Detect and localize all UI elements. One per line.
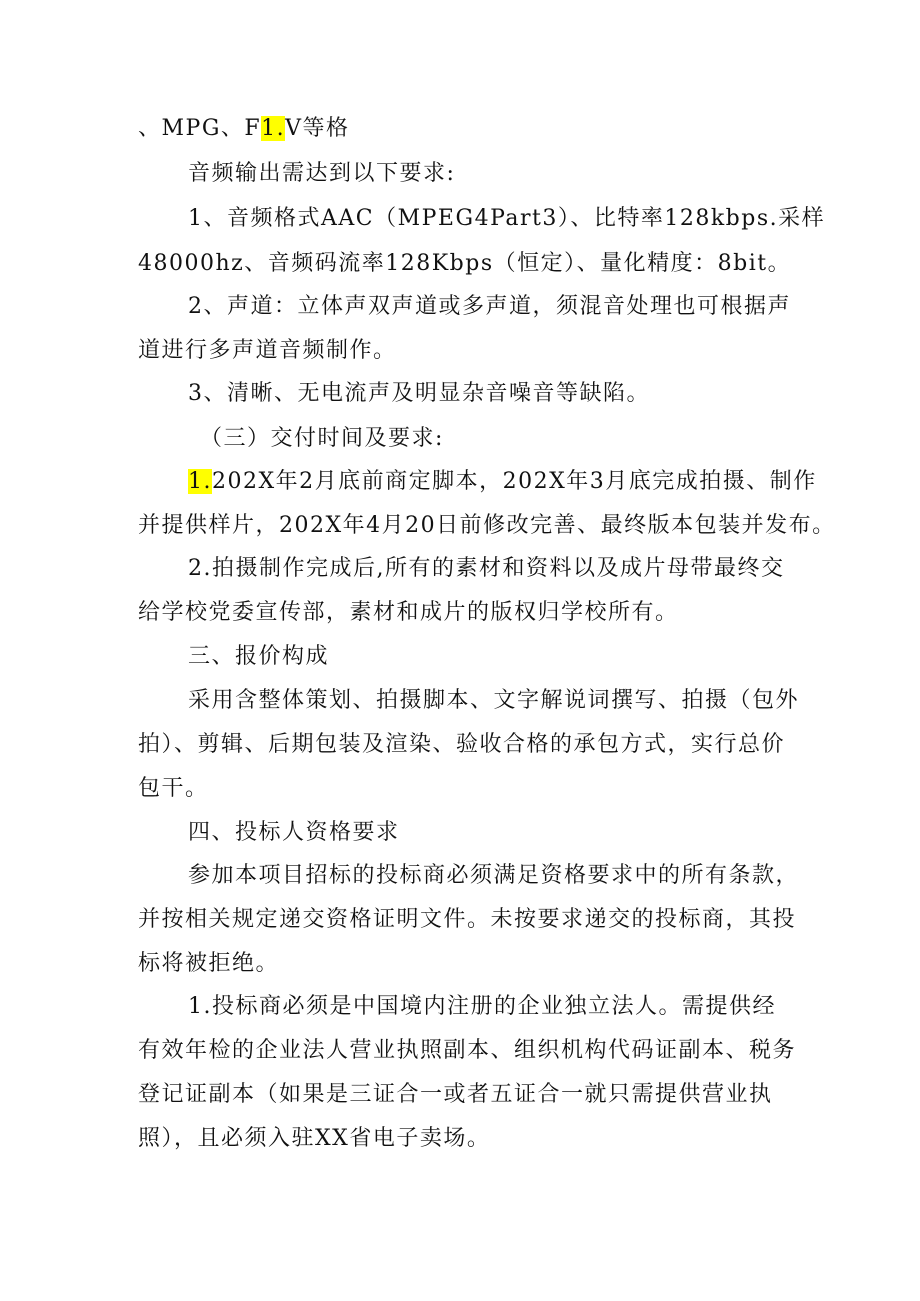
section-heading: （三）交付时间及要求: bbox=[200, 426, 444, 451]
text-line bbox=[138, 114, 350, 144]
text-line bbox=[188, 467, 817, 497]
text-line: 2.拍摄制作完成后,所有的素材和资料以及成片母带最终交 bbox=[188, 556, 785, 581]
text-segment: V等格 bbox=[285, 116, 350, 141]
section-heading: 三、报价构成 bbox=[188, 644, 330, 669]
text-line: 并按相关规定递交资格证明文件。未按要求递交的投标商，其投 bbox=[138, 907, 797, 932]
text-line: 并提供样片，202X年4月20日前修改完善、最终版本包装并发布。 bbox=[138, 513, 836, 538]
text-line: 拍）、剪辑、后期包装及渲染、验收合格的承包方式，实行总价 bbox=[138, 732, 786, 757]
highlighted-text: 1. bbox=[261, 116, 286, 141]
text-line: 1.投标商必须是中国境内注册的企业独立法人。需提供经 bbox=[188, 994, 776, 1019]
text-line: 有效年检的企业法人营业执照副本、组织机构代码证副本、税务 bbox=[138, 1038, 797, 1063]
text-line: 给学校党委宣传部，素材和成片的版权归学校所有。 bbox=[138, 600, 679, 625]
text-segment: 202X年2月底前商定脚本，202X年3月底完成拍摄、制作 bbox=[212, 469, 817, 494]
text-line: 48000hz、音频码流率128Kbps（恒定）、量化精度：8bit。 bbox=[138, 251, 792, 276]
highlighted-text: 1. bbox=[188, 469, 212, 494]
text-line: 1、音频格式AAC（MPEG4Part3）、比特率128kbps.采样 bbox=[188, 206, 826, 231]
text-line: 2、声道：立体声双声道或多声道，须混音处理也可根据声 bbox=[188, 294, 791, 319]
text-line: 照），且必须入驻XX省电子卖场。 bbox=[138, 1126, 491, 1151]
text-line: 采用含整体策划、拍摄脚本、文字解说词撰写、拍摄（包外 bbox=[188, 688, 800, 713]
text-line: 音频输出需达到以下要求: bbox=[188, 161, 456, 186]
text-line: 3、清晰、无电流声及明显杂音噪音等缺陷。 bbox=[188, 381, 650, 406]
text-line: 标将被拒绝。 bbox=[138, 951, 280, 976]
text-line: 登记证副本（如果是三证合一或者五证合一就只需提供营业执 bbox=[138, 1082, 773, 1107]
text-line: 包干。 bbox=[138, 776, 209, 801]
text-line: 道进行多声道音频制作。 bbox=[138, 338, 397, 363]
text-segment: 、MPG、F bbox=[138, 116, 262, 141]
section-heading: 四、投标人资格要求 bbox=[188, 820, 400, 845]
text-line: 参加本项目招标的投标商必须满足资格要求中的所有条款， bbox=[188, 863, 800, 888]
